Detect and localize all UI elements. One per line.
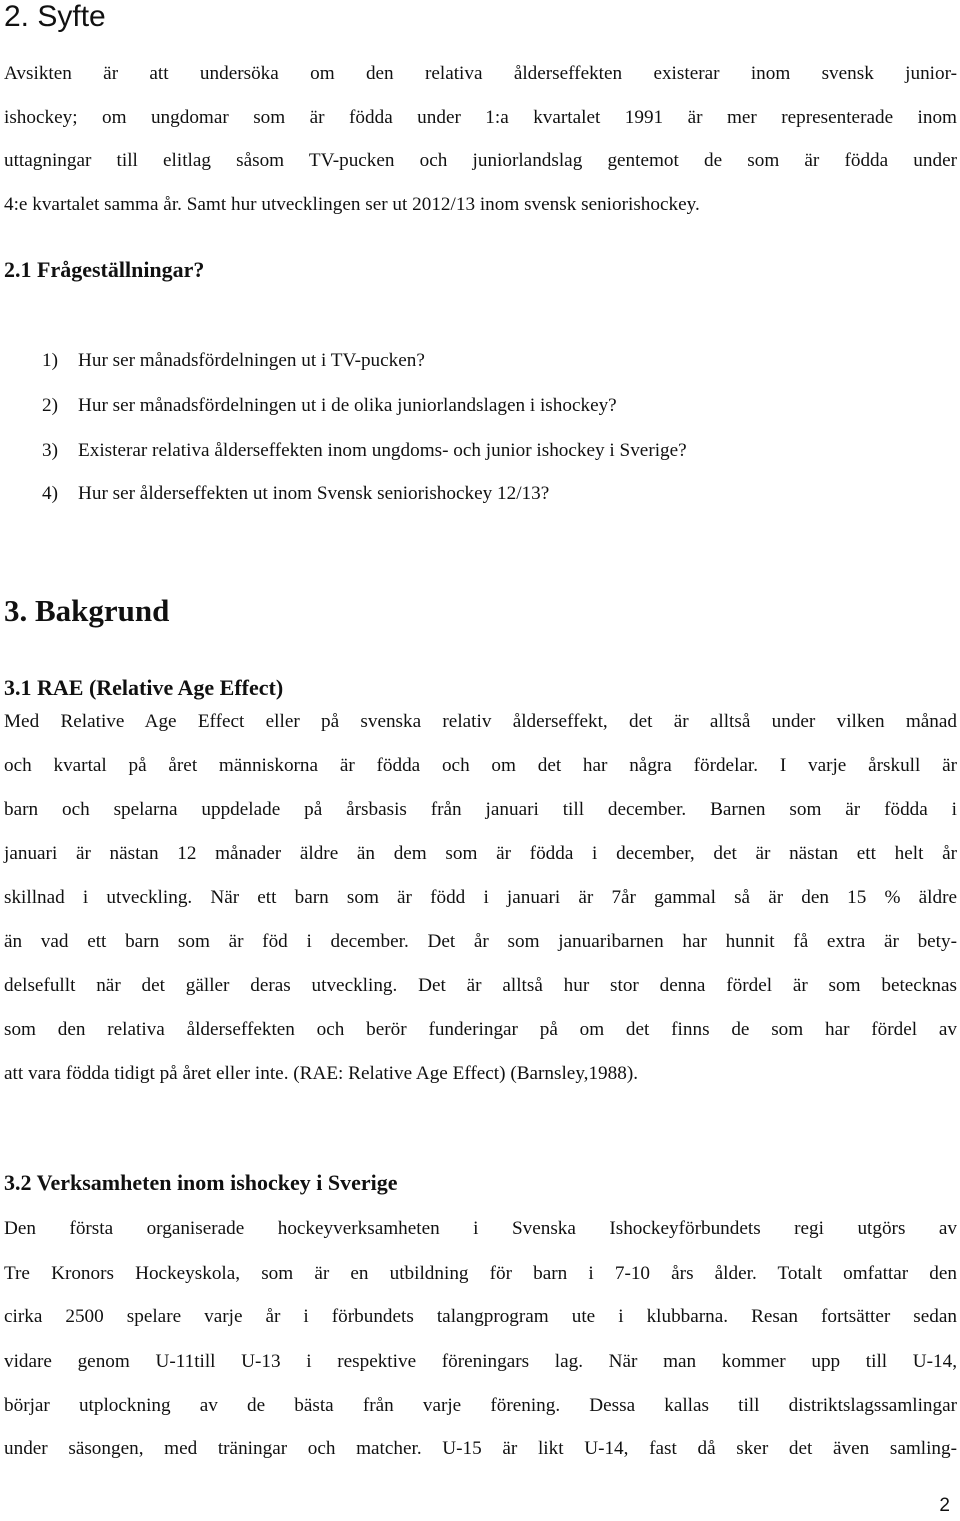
- paragraph-line: 4:e kvartalet samma år. Samt hur utvecklingen ser ut 2012/13 inom svensk seniorishockey.: [4, 194, 700, 215]
- paragraph-line: ishockey; om ungdomar som är födda under 1:a kvartalet 1991 är mer representerade inom: [4, 107, 957, 128]
- list-text: Hur ser månadsfördelningen ut i TV-pucken?: [78, 350, 425, 371]
- paragraph-line: januari är nästan 12 månader äldre än dem som är födda i december, det är nästan ett helt år: [4, 843, 957, 864]
- section-3-2-paragraph: [4, 1217, 957, 1477]
- paragraph-line: än vad ett barn som är föd i december. Det år som januaribarnen har hunnit få extra är bety-: [4, 931, 957, 952]
- paragraph-line: skillnad i utveckling. När ett barn som är född i januari är 7år gammal så är den 15 % äldre: [4, 887, 957, 908]
- paragraph-line: under säsongen, med träningar och matcher. U-15 är likt U-14, fast då sker det även samling-: [4, 1438, 957, 1459]
- list-text: Hur ser ålderseffekten ut inom Svensk seniorishockey 12/13?: [78, 483, 550, 504]
- section-3-heading: 3. Bakgrund: [4, 593, 170, 628]
- paragraph-line: barn och spelarna uppdelade på årsbasis från januari till december. Barnen som är födda i: [4, 799, 957, 820]
- list-number: 2): [42, 395, 58, 416]
- list-item: [42, 394, 617, 418]
- paragraph-line: uttagningar till elitlag såsom TV-pucken och juniorlandslag gentemot de som är födda under: [4, 150, 957, 171]
- paragraph-line: börjar utplockning av de bästa från varje förening. Dessa kallas till distriktslagssamlingar: [4, 1395, 957, 1416]
- section-3-1-paragraph: [4, 710, 957, 1090]
- paragraph-line: som den relativa ålderseffekten och berör funderingar på om det finns de som har fördel av: [4, 1019, 957, 1040]
- paragraph-line: att vara födda tidigt på året eller inte. (RAE: Relative Age Effect) (Barnsley,1988).: [4, 1063, 639, 1084]
- list-item: [42, 349, 425, 373]
- list-text: Existerar relativa ålderseffekten inom ungdoms- och junior ishockey i Sverige?: [78, 440, 687, 461]
- paragraph-line: och kvartal på året människorna är födda och om det har några fördelar. I varje årskull är: [4, 755, 957, 776]
- paragraph-line: delsefullt när det gäller deras utveckling. Det är alltså hur stor denna fördel är som betecknas: [4, 975, 957, 996]
- page-number: 2: [939, 1495, 950, 1516]
- paragraph-line: cirka 2500 spelare varje år i förbundets talangprogram ute i klubbarna. Resan fortsätter sedan: [4, 1306, 957, 1327]
- section-3-2-heading: 3.2 Verksamheten inom ishockey i Sverige: [4, 1170, 398, 1195]
- section-2-1-heading: 2.1 Frågeställningar?: [4, 257, 205, 282]
- list-number: 1): [42, 350, 58, 371]
- list-item: [42, 439, 687, 463]
- list-number: 4): [42, 483, 58, 504]
- section-2-paragraph: [4, 62, 957, 222]
- paragraph-line: vidare genom U-11till U-13 i respektive föreningars lag. När man kommer upp till U-14,: [4, 1351, 957, 1372]
- paragraph-line: Med Relative Age Effect eller på svenska relativ ålderseffekt, det är alltså under vilken månad: [4, 711, 957, 732]
- list-number: 3): [42, 440, 58, 461]
- section-2-heading: 2. Syfte: [4, 0, 106, 33]
- list-text: Hur ser månadsfördelningen ut i de olika juniorlandslagen i ishockey?: [78, 395, 617, 416]
- paragraph-line: Avsikten är att undersöka om den relativa ålderseffekten existerar inom svensk junior-: [4, 63, 957, 84]
- paragraph-line: Den första organiserade hockeyverksamheten i Svenska Ishockeyförbundets regi utgörs av: [4, 1218, 957, 1239]
- paragraph-line: Tre Kronors Hockeyskola, som är en utbildning för barn i 7-10 års ålder. Totalt omfattar den: [4, 1263, 957, 1284]
- list-item: [42, 482, 549, 506]
- section-3-1-heading: 3.1 RAE (Relative Age Effect): [4, 675, 284, 700]
